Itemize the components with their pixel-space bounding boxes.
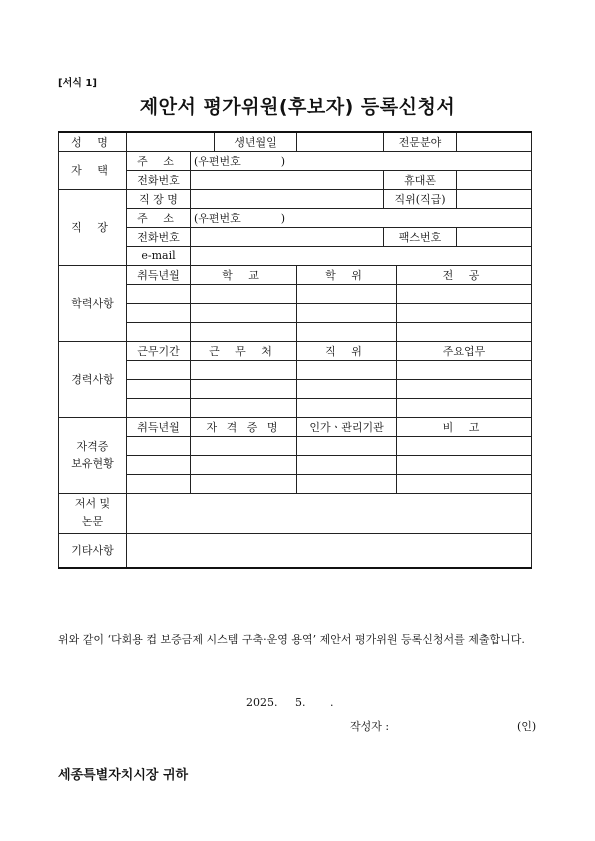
table-row [59,474,532,493]
fax-label: 팩스번호 [384,227,457,246]
license-header: 비 고 [397,417,532,436]
email-label: e-mail [127,246,191,265]
publications-label: 저서 및 논문 [59,493,127,533]
table-row [59,436,532,455]
page-title: 제안서 평가위원(후보자) 등록신청서 [139,96,456,118]
work-zip-prefix: (우편번호 [194,211,241,225]
career-label: 경력사항 [59,341,127,417]
declaration-text: 위와 같이 ‘다회용 컵 보증금제 시스템 구축·운영 용역’ 제안서 평가위원 등록신청서를 제출합니다. [58,633,525,646]
home-address-label: 주 소 [127,151,191,170]
table-row [59,398,532,417]
recipient: 세종특별자치시장 귀하 [58,768,189,783]
license-header: 취득년월 [127,417,191,436]
home-phone-label: 전화번호 [127,170,191,189]
email-field[interactable] [191,246,532,265]
registration-form-table [58,131,532,569]
table-row [59,360,532,379]
work-phone-field[interactable] [191,227,384,246]
home-zip-prefix: (우편번호 [194,154,241,168]
form-number: [서식 1] [58,78,97,89]
career-header: 근무기간 [127,341,191,360]
home-label: 자 택 [59,151,127,189]
home-zip-suffix: ) [280,154,286,168]
education-header: 학 위 [297,265,397,284]
mobile-field[interactable] [457,170,532,189]
birth-field[interactable] [297,132,384,151]
work-address-field[interactable] [191,208,532,227]
company-field[interactable] [191,189,384,208]
other-field[interactable] [127,533,532,568]
home-phone-field[interactable] [191,170,384,189]
writer-label: 작성자 : [350,720,390,733]
work-zip-suffix: ) [280,211,286,225]
license-label: 자격증 보유현황 [59,417,127,493]
table-row [59,303,532,322]
career-header: 근 무 처 [191,341,297,360]
table-row [59,455,532,474]
other-label: 기타사항 [59,533,127,568]
publications-field[interactable] [127,493,532,533]
education-header: 학 교 [191,265,297,284]
education-header: 취득년월 [127,265,191,284]
work-phone-label: 전화번호 [127,227,191,246]
name-field[interactable] [127,132,215,151]
license-header: 자 격 증 명 [191,417,297,436]
fax-field[interactable] [457,227,532,246]
company-label: 직 장 명 [127,189,191,208]
table-row [59,284,532,303]
license-header: 인가ㆍ관리기관 [297,417,397,436]
position-field[interactable] [457,189,532,208]
career-header: 주요업무 [397,341,532,360]
name-label: 성 명 [59,132,127,151]
home-address-field[interactable] [191,151,532,170]
submission-date: 2025. 5. . [246,696,334,709]
table-row [59,322,532,341]
seal-mark: (인) [517,720,537,733]
education-header: 전 공 [397,265,532,284]
position-label: 직위(직급) [384,189,457,208]
table-row [59,379,532,398]
birth-label: 생년월일 [215,132,297,151]
education-label: 학력사항 [59,265,127,341]
career-header: 직 위 [297,341,397,360]
work-address-label: 주 소 [127,208,191,227]
field-input[interactable] [457,132,532,151]
work-label: 직 장 [59,189,127,265]
field-label: 전문분야 [384,132,457,151]
mobile-label: 휴대폰 [384,170,457,189]
